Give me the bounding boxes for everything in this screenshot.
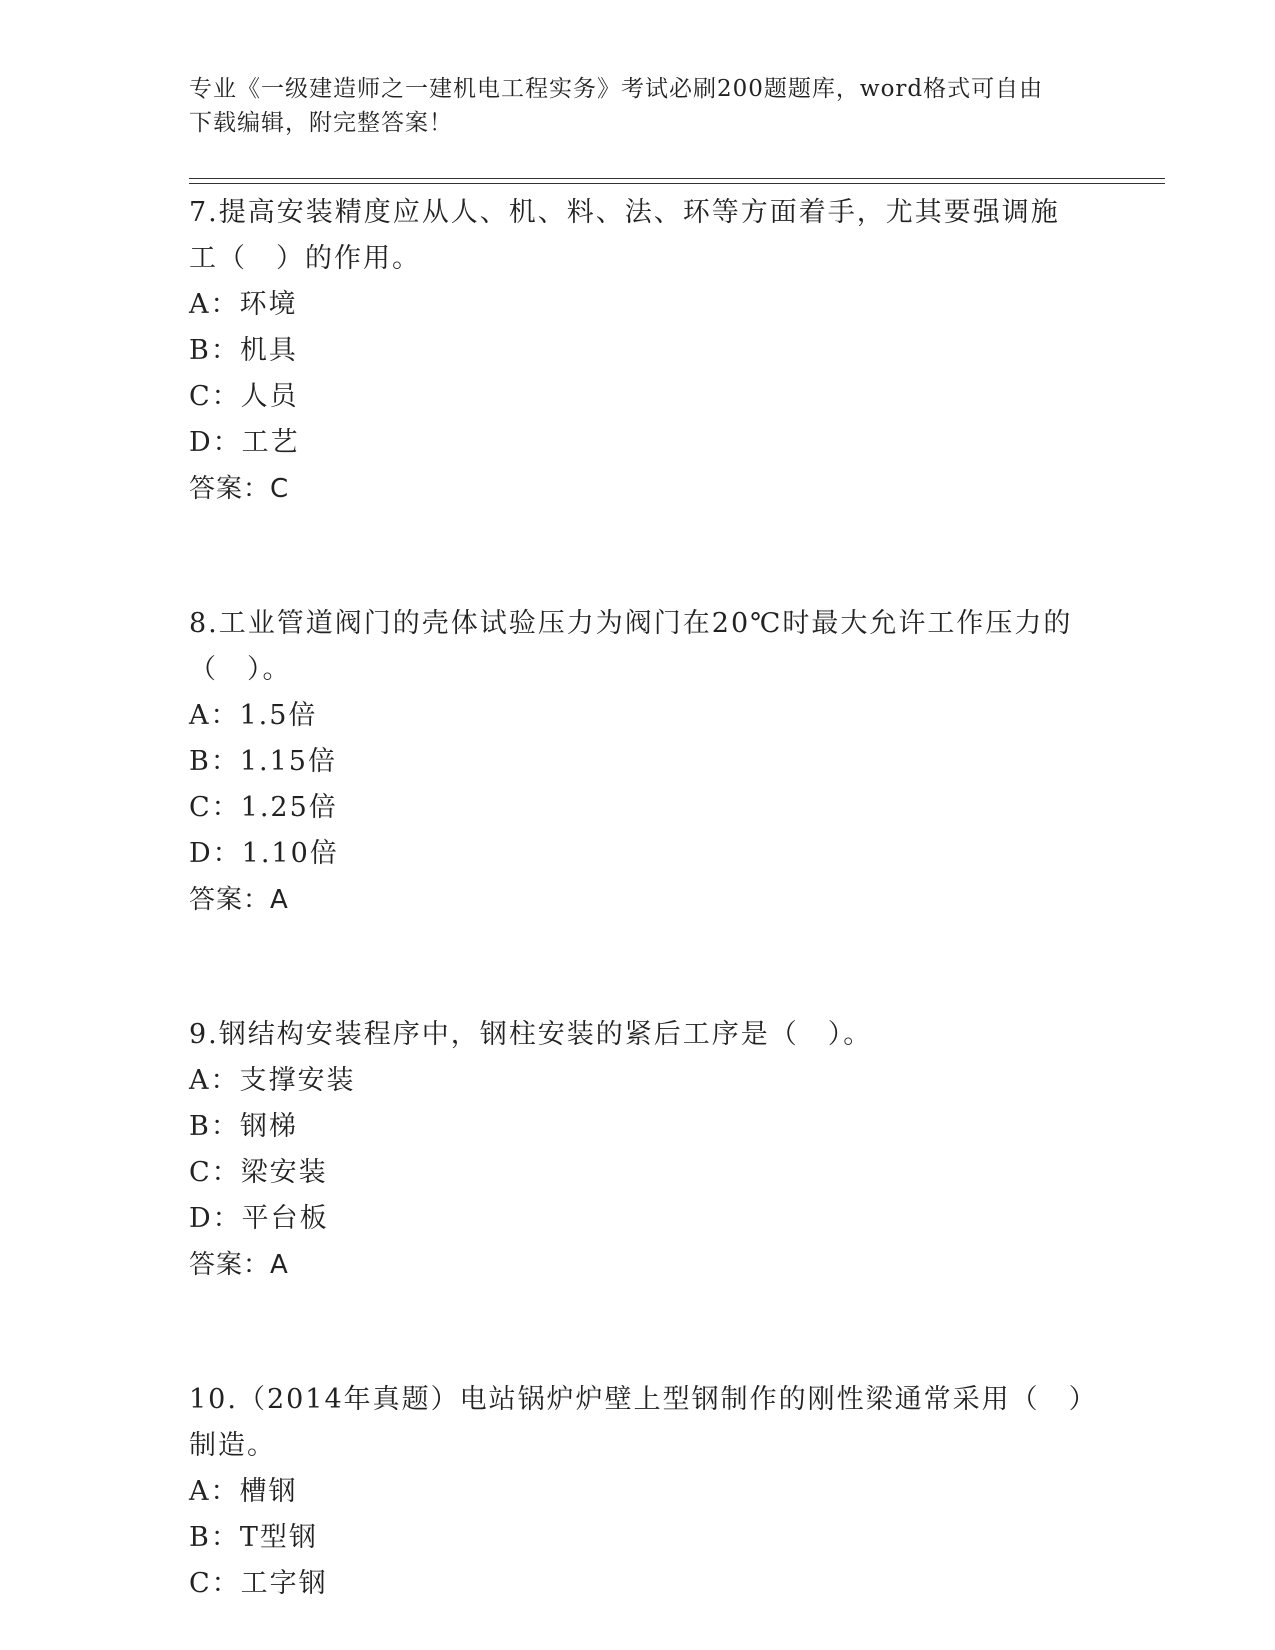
option-a: A：槽钢 [189, 1476, 298, 1507]
question-8 [189, 601, 1089, 923]
option-b: B：1.15倍 [189, 746, 337, 777]
answer: 答案：C [189, 474, 290, 504]
question-spacer [189, 1288, 1089, 1377]
option-c: C：1.25倍 [189, 792, 338, 823]
question-9 [189, 1012, 1089, 1288]
option-b: B：钢梯 [189, 1111, 298, 1142]
question-7 [189, 190, 1089, 512]
option-c: C：工字钢 [189, 1568, 328, 1599]
question-stem-line-1: 10.（2014年真题）电站锅炉炉壁上型钢制作的刚性梁通常采用（ ） [189, 1384, 1098, 1415]
document-header [189, 72, 1089, 140]
question-spacer [189, 512, 1089, 601]
option-b: B：T型钢 [189, 1522, 318, 1553]
option-a: A：支撑安装 [189, 1065, 356, 1096]
option-d: D：工艺 [189, 427, 300, 458]
header-line-2: 下载编辑，附完整答案！ [189, 110, 453, 136]
question-10 [189, 1377, 1098, 1607]
question-spacer [189, 923, 1089, 1012]
question-stem-line-2: 制造。 [189, 1430, 276, 1461]
header-divider-bottom [189, 183, 1165, 184]
option-b: B：机具 [189, 335, 298, 366]
question-stem-line-2: （ ）。 [189, 654, 292, 685]
option-a: A：1.5倍 [189, 700, 318, 731]
question-stem-line-1: 8.工业管道阀门的壳体试验压力为阀门在20℃时最大允许工作压力的 [189, 608, 1073, 639]
question-list [189, 190, 1098, 1607]
question-stem-line-2: 工（ ）的作用。 [189, 243, 421, 274]
option-c: C：人员 [189, 381, 299, 412]
option-d: D：平台板 [189, 1203, 329, 1234]
header-divider-top [189, 178, 1165, 179]
header-line-1: 专业《一级建造师之一建机电工程实务》考试必刷200题题库，word格式可自由 [189, 76, 1044, 102]
option-c: C：梁安装 [189, 1157, 328, 1188]
answer: 答案：A [189, 1250, 289, 1280]
question-stem-line-1: 9.钢结构安装程序中，钢柱安装的紧后工序是（ ）。 [189, 1019, 873, 1050]
option-a: A：环境 [189, 289, 298, 320]
option-d: D：1.10倍 [189, 838, 339, 869]
answer: 答案：A [189, 885, 289, 915]
question-stem-line-1: 7.提高安装精度应从人、机、料、法、环等方面着手，尤其要强调施 [189, 197, 1060, 228]
